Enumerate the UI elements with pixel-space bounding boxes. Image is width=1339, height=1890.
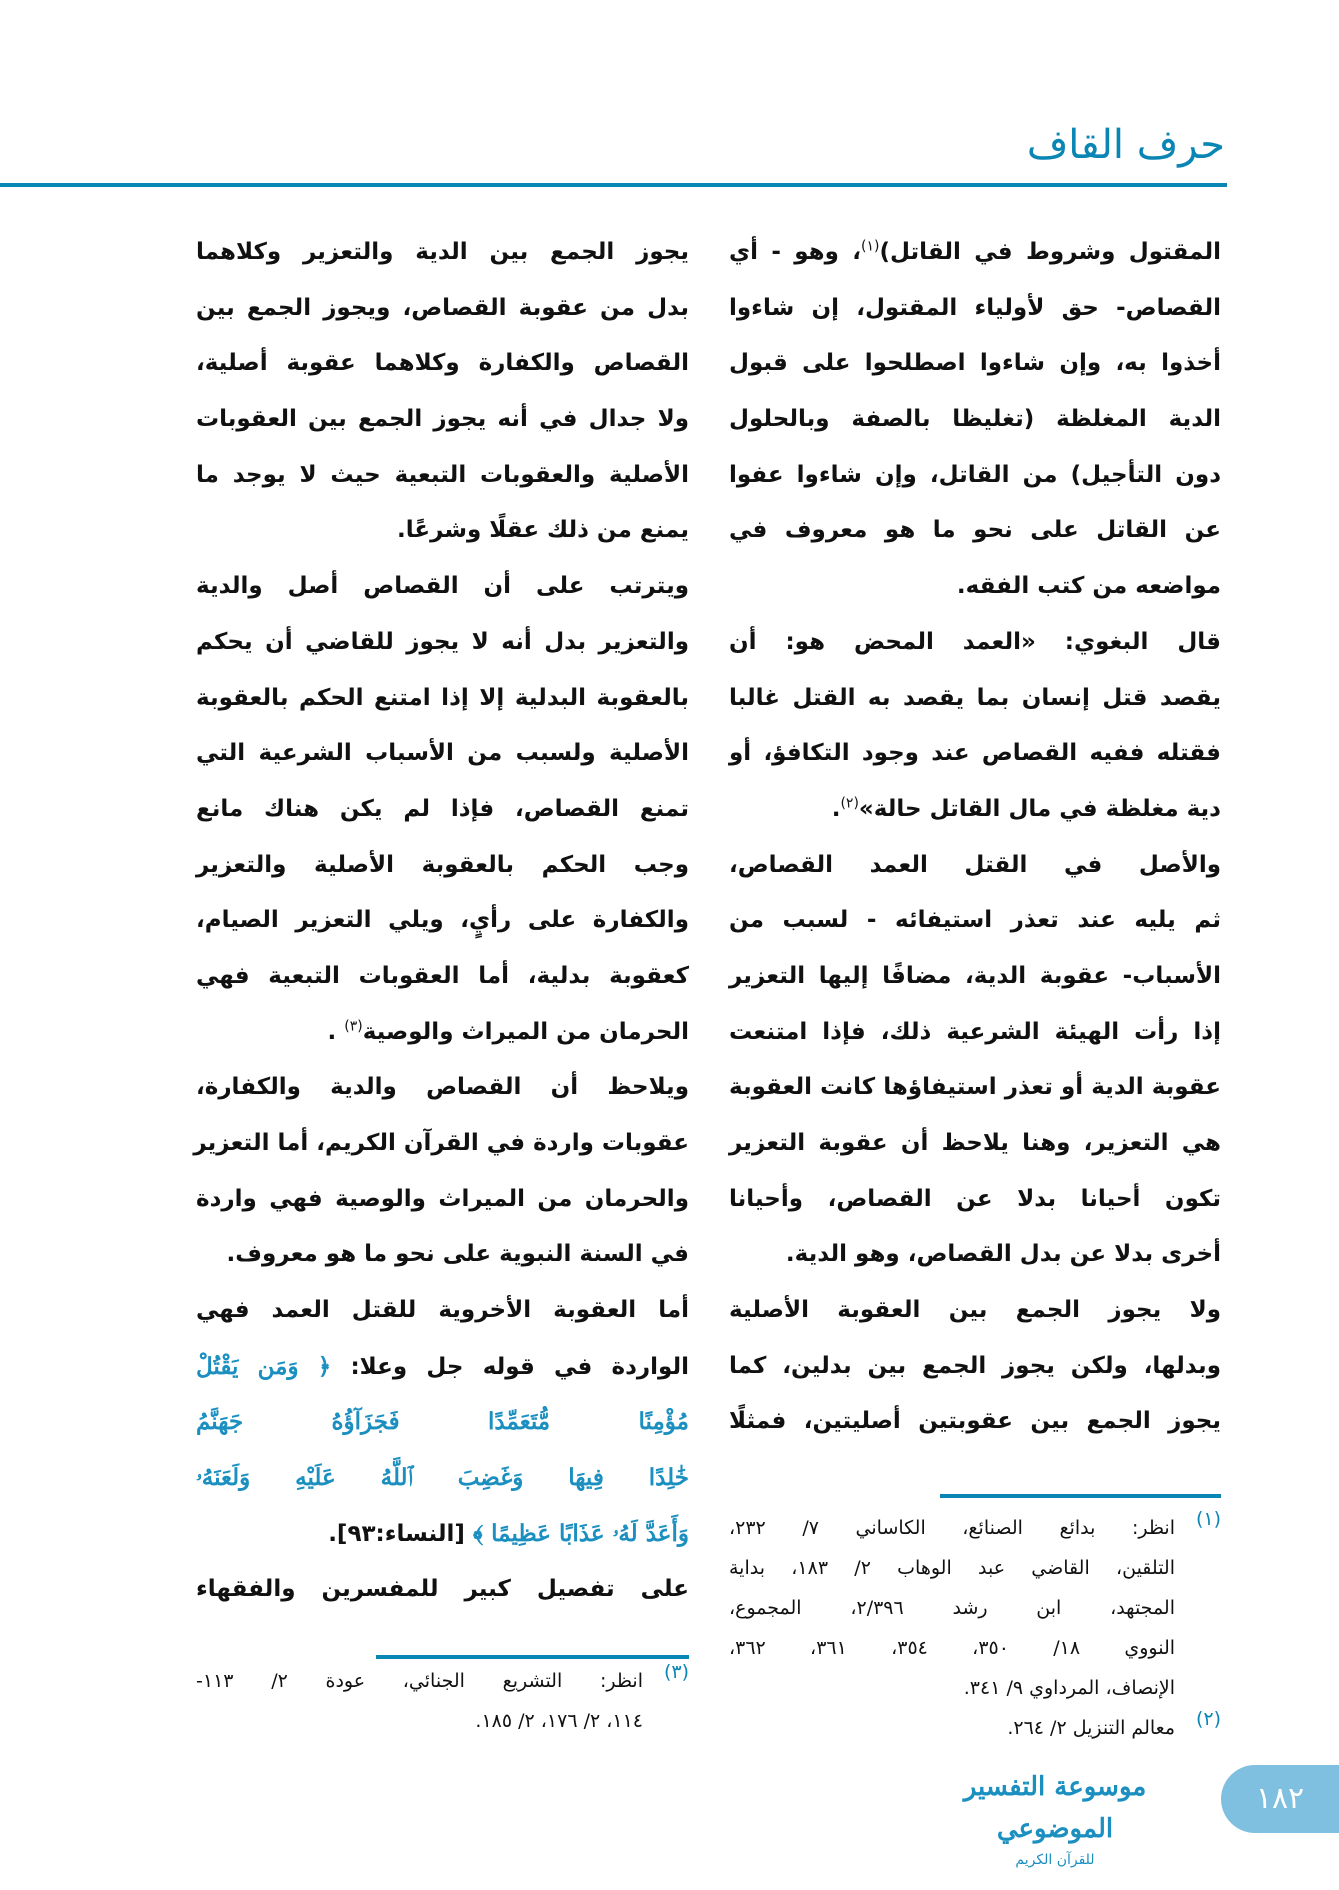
text-line [196, 392, 689, 448]
text-segment: قال البغوي: «العمد المحض هو: أن [729, 628, 1221, 655]
text-line [729, 559, 1221, 615]
text-line [196, 1227, 689, 1283]
text-segment: دية مغلظة في مال القاتل حالة» [858, 795, 1221, 822]
text-segment: ثم يليه عند تعذر استيفائه - لسبب من [729, 907, 1221, 934]
logo-subtitle: للقرآن الكريم [1015, 1852, 1095, 1868]
footnote-number: (٣) [663, 1661, 689, 1683]
text-line [196, 503, 689, 559]
quran-verse-text: وَأَعَدَّ لَهُۥ عَذَابًا عَظِيمًا ﴾ [472, 1519, 689, 1547]
text-line [729, 1283, 1221, 1339]
text-segment: ولا جدال في أنه يجوز الجمع بين العقوبات [196, 406, 689, 433]
text-segment: الأصلية والعقوبات التبعية حيث لا يوجد ما [196, 461, 689, 488]
text-segment: إذا رأت الهيئة الشرعية ذلك، فإذا امتنعت [729, 1018, 1221, 1045]
text-line [729, 1116, 1221, 1172]
text-line [196, 1172, 689, 1228]
text-segment: عن القاتل على نحو ما هو معروف في [729, 517, 1221, 544]
text-segment: ويلاحظ أن القصاص والدية والكفارة، [196, 1074, 689, 1101]
text-line [196, 615, 689, 671]
footnote [729, 1708, 1221, 1748]
text-segment: الأصلية ولسبب من الأسباب الشرعية التي [196, 740, 689, 767]
text-segment: عقوبة الدية أو تعذر استيفاؤها كانت العقوبة [729, 1074, 1221, 1101]
text-line [196, 782, 689, 838]
text-segment: مواضعه من كتب الفقه. [956, 573, 1221, 600]
text-line [196, 225, 689, 281]
text-segment: في السنة النبوية على نحو ما هو معروف. [226, 1241, 689, 1268]
text-line [729, 893, 1221, 949]
text-segment: [النساء:٩٣]. [328, 1520, 473, 1547]
text-line [729, 281, 1221, 337]
footnote-line: المجتهد، ابن رشد ٢/٣٩٦، المجموع، [729, 1597, 1175, 1619]
footnote-divider-left [376, 1655, 689, 1659]
footnote-line: انظر: بدائع الصنائع، الكاساني ٧/ ٢٣٢، [729, 1517, 1176, 1539]
text-line [729, 1227, 1221, 1283]
text-line [729, 503, 1221, 559]
text-line [729, 392, 1221, 448]
text-line [729, 726, 1221, 782]
text-segment: بدل من عقوبة القصاص، ويجوز الجمع بين [196, 294, 689, 321]
encyclopedia-logo [934, 1766, 1176, 1868]
text-line [729, 1172, 1221, 1228]
left-text-column [193, 225, 689, 1617]
footnote-line: انظر: التشريع الجنائي، عودة ٢/ ١١٣- [196, 1670, 643, 1692]
text-segment: يمنع من ذلك عقلًا وشرعًا. [396, 517, 689, 544]
text-line [196, 1005, 689, 1061]
text-segment: تمنع القصاص، فإذا لم يكن هناك مانع [196, 795, 689, 822]
text-segment: دون التأجيل) من القاتل، وإن شاءوا عفوا [729, 461, 1221, 488]
footnote-line: معالم التنزيل ٢/ ٢٦٤. [1007, 1717, 1175, 1739]
text-line [729, 225, 1221, 281]
footnote-number: (١) [1195, 1508, 1221, 1530]
text-segment: هي التعزير، وهنا يلاحظ أن عقوبة التعزير [729, 1130, 1221, 1156]
text-segment: والحرمان من الميراث والوصية فهي واردة [196, 1185, 689, 1212]
footnote-divider-right [940, 1494, 1221, 1498]
footnotes-left [196, 1661, 689, 1741]
text-line [196, 949, 689, 1005]
footnote-marker: (٢) [840, 795, 859, 812]
text-line [196, 1060, 689, 1116]
text-line [196, 671, 689, 727]
right-text-column [729, 225, 1221, 1450]
text-segment: يجوز الجمع بين الدية والتعزير وكلاهما [196, 239, 689, 265]
text-segment: القصاص- حق لأولياء المقتول، إن شاءوا [729, 294, 1221, 321]
text-segment: على تفصيل كبير للمفسرين والفقهاء [196, 1575, 689, 1602]
text-segment: بالعقوبة البدلية إلا إذا امتنع الحكم بالعقوبة [196, 684, 689, 711]
text-line [196, 893, 689, 949]
quran-verse-text: خَٰلِدًا فِيهَا وَغَضِبَ ٱللَّهُ عَلَيْهِ وَلَعَنَهُۥ [196, 1464, 689, 1492]
text-line [729, 1339, 1221, 1395]
text-line [196, 838, 689, 894]
text-line [729, 1394, 1221, 1450]
text-segment: القصاص والكفارة وكلاهما عقوبة أصلية، [196, 350, 689, 377]
text-segment: . [327, 1018, 345, 1045]
footnotes-right [729, 1508, 1221, 1748]
page-number: ١٨٢ [1221, 1765, 1339, 1833]
footnote-marker: (٣) [344, 1017, 363, 1034]
text-segment: والأصل في القتل العمد القصاص، [729, 851, 1221, 878]
text-segment: ولا يجوز الجمع بين العقوبة الأصلية [729, 1297, 1221, 1324]
text-segment: الدية المغلظة (تغليظا بالصفة وبالحلول [729, 406, 1221, 433]
text-segment: يجوز الجمع بين عقوبتين أصليتين، فمثلًا [729, 1408, 1221, 1435]
text-segment: الواردة في قوله جل وعلا: [331, 1353, 689, 1380]
text-segment: والكفارة على رأيٍ، ويلي التعزير الصيام، [196, 907, 689, 934]
footnote-number: (٢) [1195, 1708, 1221, 1730]
text-line [196, 448, 689, 504]
text-segment: الحرمان من الميراث والوصية [362, 1018, 689, 1045]
footnote [196, 1661, 689, 1741]
header-divider [0, 183, 1227, 187]
text-segment: كعقوبة بدلية، أما العقوبات التبعية فهي [196, 962, 689, 989]
logo-title: موسوعة التفسير الموضوعي [963, 1772, 1147, 1844]
text-segment: والتعزير بدل أنه لا يجوز للقاضي أن يحكم [196, 628, 689, 655]
text-segment: عقوبات واردة في القرآن الكريم، أما التعزير [193, 1130, 689, 1156]
text-line [193, 1116, 689, 1172]
footnote-line: النووي ١٨/ ٣٥٠، ٣٥٤، ٣٦١، ٣٦٢، [729, 1637, 1176, 1659]
text-line [196, 336, 689, 392]
text-segment: ويترتب على أن القصاص أصل والدية [196, 573, 689, 600]
text-line [196, 726, 689, 782]
text-segment: فقتله ففيه القصاص عند وجود التكافؤ، أو [729, 740, 1221, 767]
text-segment: تكون أحيانا بدلا عن القصاص، وأحيانا [729, 1185, 1221, 1212]
text-line [729, 615, 1221, 671]
text-line [729, 782, 1221, 838]
text-segment: أخذوا به، وإن شاءوا اصطلحوا على قبول [729, 350, 1221, 377]
text-line [729, 671, 1221, 727]
text-line [196, 1394, 689, 1450]
text-line [196, 1339, 689, 1395]
text-segment: المقتول وشروط في القاتل) [879, 239, 1221, 265]
footnote-line: التلقين، القاضي عبد الوهاب ٢/ ١٨٣، بداية [729, 1557, 1175, 1579]
text-line [729, 838, 1221, 894]
text-line [729, 949, 1221, 1005]
text-line [196, 559, 689, 615]
text-segment: أخرى بدلا عن بدل القصاص، وهو الدية. [785, 1241, 1221, 1268]
footnote [729, 1508, 1221, 1708]
text-segment: وبدلها، ولكن يجوز الجمع بين بدلين، كما [729, 1352, 1221, 1379]
text-segment: . [831, 795, 841, 822]
text-segment: يقصد قتل إنسان بما يقصد به القتل غالبا [729, 684, 1221, 711]
text-line [729, 448, 1221, 504]
text-line [729, 336, 1221, 392]
quran-verse-text: ﴿ وَمَن يَقْتُلْ [196, 1352, 332, 1380]
text-line [729, 1060, 1221, 1116]
text-line [196, 281, 689, 337]
text-line [196, 1283, 689, 1339]
text-line [196, 1562, 689, 1618]
text-segment: وجب الحكم بالعقوبة الأصلية والتعزير [196, 851, 689, 878]
text-line [729, 1005, 1221, 1061]
text-segment: ، وهو - أي [729, 239, 862, 265]
footnote-line: ١١٤، ٢/ ١٧٦، ٢/ ١٨٥. [475, 1710, 643, 1732]
footnote-marker: (١) [861, 238, 880, 255]
quran-verse-text: مُؤْمِنًا مُّتَعَمِّدًا فَجَزَآؤُهُ جَهَنَّمُ [196, 1408, 689, 1436]
footnote-line: الإنصاف، المرداوي ٩/ ٣٤١. [963, 1677, 1175, 1699]
text-line [196, 1506, 689, 1562]
text-line [196, 1450, 689, 1506]
text-segment: الأسباب- عقوبة الدية، مضافًا إليها التعزير [729, 962, 1221, 989]
chapter-title: حرف القاف [1026, 122, 1225, 168]
text-segment: أما العقوبة الأخروية للقتل العمد فهي [196, 1297, 689, 1324]
